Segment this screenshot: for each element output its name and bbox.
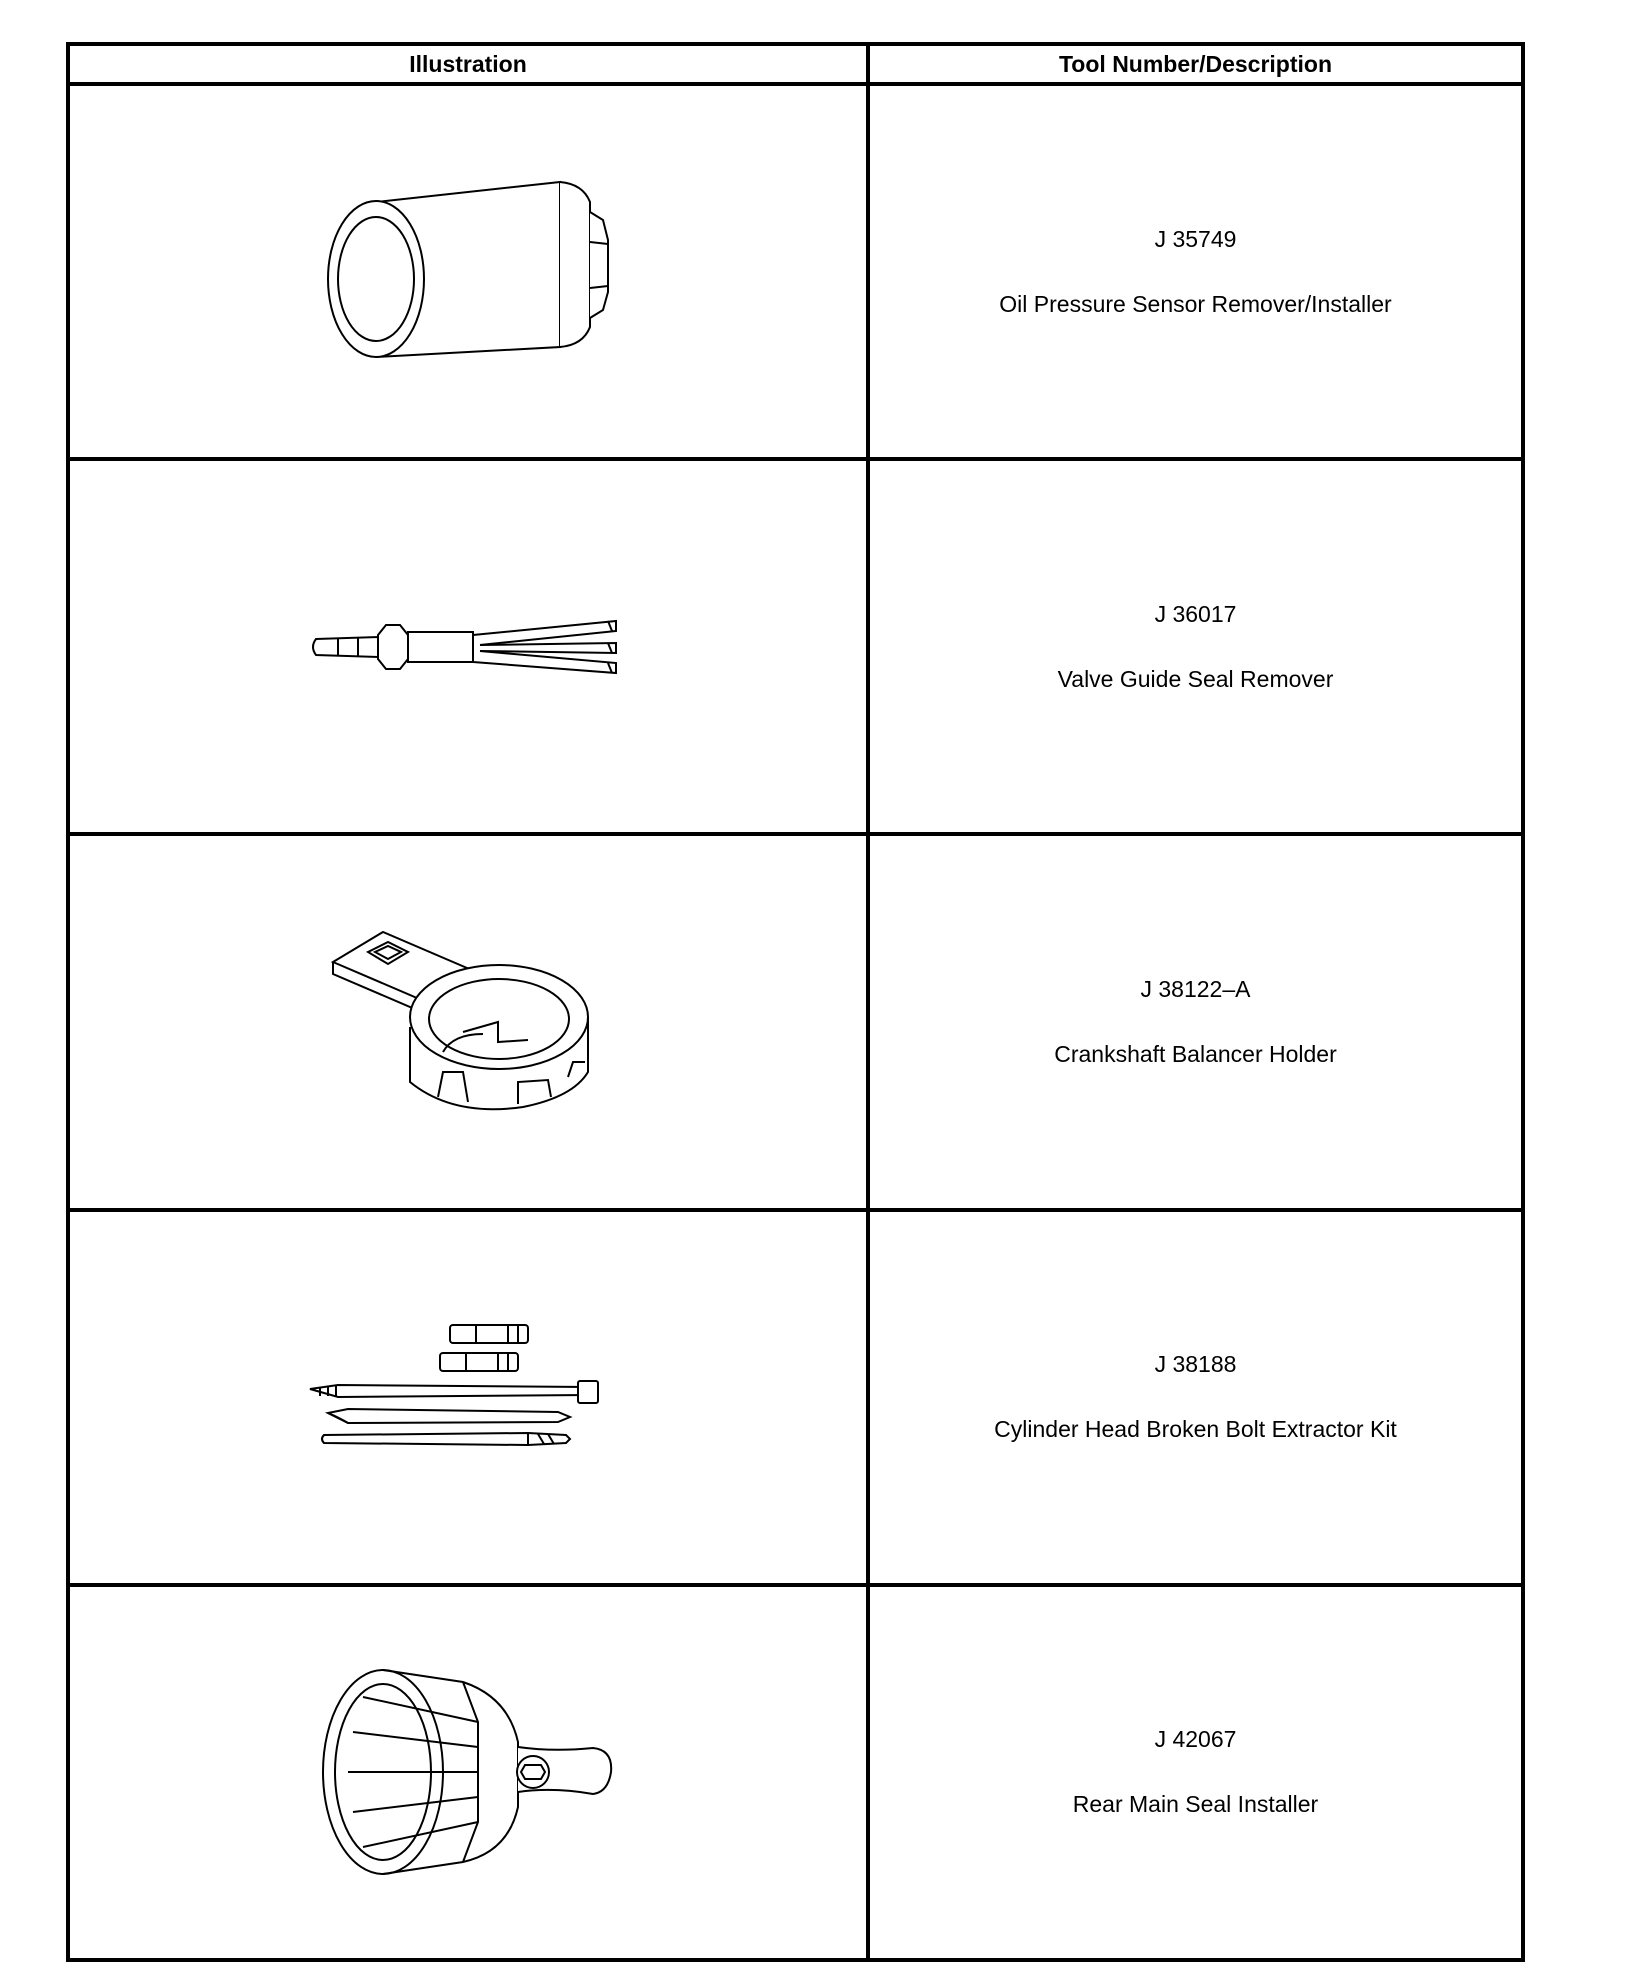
table-header-row xyxy=(68,44,1523,84)
description-cell xyxy=(868,1585,1523,1960)
table-row xyxy=(68,834,1523,1209)
tool-number: J 36017 xyxy=(1154,600,1237,627)
illustration-header: Illustration xyxy=(68,44,868,84)
balancer-holder-icon xyxy=(323,922,613,1122)
illustration-cell xyxy=(68,834,868,1209)
tool-description: Valve Guide Seal Remover xyxy=(1057,665,1334,692)
description-cell xyxy=(868,834,1523,1209)
tool-number: J 35749 xyxy=(1154,225,1237,252)
tool-description: Oil Pressure Sensor Remover/Installer xyxy=(999,290,1392,317)
description-cell xyxy=(868,1210,1523,1585)
tool-description: Crankshaft Balancer Holder xyxy=(1054,1040,1337,1067)
bolt-extractor-kit-icon xyxy=(308,1317,628,1477)
description-cell xyxy=(868,84,1523,459)
table-row xyxy=(68,1210,1523,1585)
illustration-cell xyxy=(68,1585,868,1960)
table-row xyxy=(68,459,1523,834)
illustration-cell xyxy=(68,1210,868,1585)
rear-main-seal-installer-icon xyxy=(303,1652,633,1892)
table-row xyxy=(68,1585,1523,1960)
oil-pressure-socket-icon xyxy=(298,172,638,372)
tools-table xyxy=(66,42,1525,1962)
tool-description: Rear Main Seal Installer xyxy=(1072,1791,1319,1818)
valve-seal-remover-icon xyxy=(308,607,628,687)
illustration-cell xyxy=(68,84,868,459)
tool-description: Cylinder Head Broken Bolt Extractor Kit xyxy=(994,1416,1397,1443)
description-cell xyxy=(868,459,1523,834)
illustration-cell xyxy=(68,459,868,834)
table-row xyxy=(68,84,1523,459)
tool-number: J 42067 xyxy=(1154,1726,1237,1753)
description-header: Tool Number/Description xyxy=(868,44,1523,84)
tool-number: J 38188 xyxy=(1154,1351,1237,1378)
tool-number: J 38122–A xyxy=(1140,975,1251,1002)
